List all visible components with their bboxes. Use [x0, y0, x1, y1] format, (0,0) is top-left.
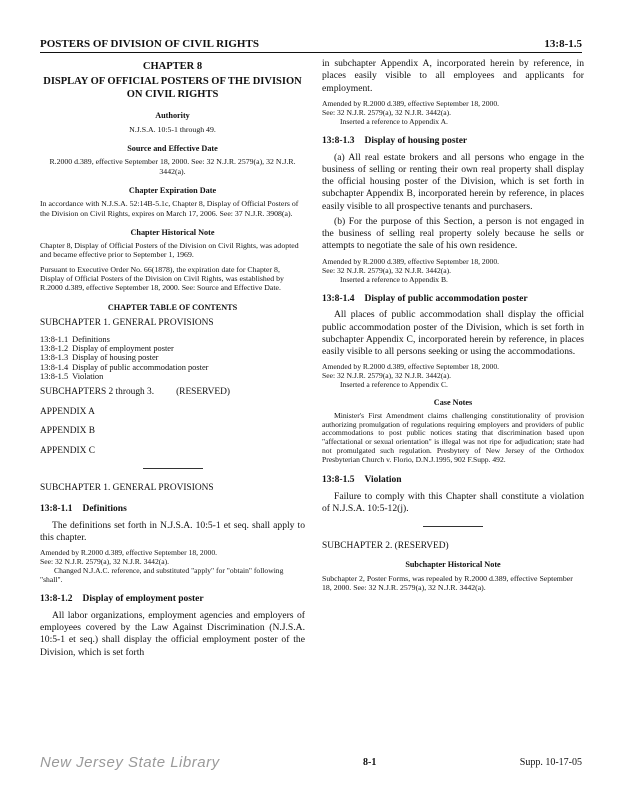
- toc-appendix-c[interactable]: APPENDIX C: [40, 446, 95, 457]
- section-13-8-1-3-heading: [322, 136, 584, 148]
- history-heading: Chapter Historical Note: [130, 227, 215, 237]
- section-13-8-1-2-continued: in subchapter Appendix A, incorporated herein by reference, in places easily visible to all employees and applicants for employment.: [322, 58, 584, 94]
- source-text: R.2000 d.389, effective September 18, 2000. See: 32 N.J.R. 2579(a), 32 N.J.R. 3442(a).: [49, 157, 296, 176]
- section-title: Display of employment poster: [82, 593, 204, 604]
- toc-item-title: Display of employment poster: [72, 344, 174, 354]
- section-13-8-1-4-text: All places of public accommodation shall display the official public accommodation poster of the Division, which is set forth in subchapter Appendix C, incorporated herein by reference, in places easily visible to all persons seeking or using the accommodations.: [322, 309, 584, 358]
- amendment-line: See: 32 N.J.R. 2579(a), 32 N.J.R. 3442(a).: [40, 557, 170, 567]
- section-title: Definitions: [82, 503, 127, 514]
- toc-item[interactable]: [40, 335, 212, 344]
- history-text-2: Pursuant to Executive Order No. 66(1878), the expiration date for Chapter 8, Display of Official Posters of the Division on Civil Rights, was established by R.2000 d.389, effective September 18, 2000. See: Source and Effective Date.: [40, 264, 284, 293]
- toc-item-title: Display of housing poster: [72, 353, 159, 363]
- toc-list: [40, 335, 305, 381]
- section-13-8-1-1-amendment: [40, 549, 305, 585]
- amendment-note: Inserted a reference to Appendix C.: [340, 380, 448, 390]
- case-notes-heading: Case Notes: [433, 398, 473, 408]
- amendment-line: Amended by R.2000 d.389, effective September 18, 2000.: [322, 256, 500, 266]
- source-heading: Source and Effective Date: [127, 143, 218, 153]
- section-13-8-1-2-heading: [40, 594, 305, 606]
- toc-item-number: 13:8-1.1: [40, 334, 69, 344]
- library-watermark: New Jersey State Library: [40, 754, 220, 771]
- toc-item-title: Display of public accommodation poster: [72, 362, 209, 372]
- subchapter-2-note-heading: Subchapter Historical Note: [405, 560, 501, 570]
- section-divider: [423, 526, 483, 527]
- section-13-8-1-3-amendment: [322, 258, 584, 285]
- toc-item[interactable]: [40, 372, 212, 381]
- toc-item[interactable]: [40, 353, 212, 362]
- section-title: Display of housing poster: [364, 135, 468, 146]
- section-13-8-1-4-amendment: [322, 363, 584, 390]
- amendment-line: Amended by R.2000 d.389, effective September 18, 2000.: [322, 98, 500, 108]
- section-13-8-1-2-text: All labor organizations, employment agencies and employers of employees covered by the Law Against Discrimination (N.J.S.A. 10:5-1 et seq.) shall display the official employment poster of the Division, which is set forth: [40, 609, 305, 658]
- section-13-8-1-1-text: The definitions set forth in N.J.S.A. 10:5-1 et seq. shall apply to this chapter.: [40, 519, 305, 543]
- left-column: [40, 58, 305, 662]
- header-title: POSTERS OF DIVISION OF CIVIL RIGHTS: [40, 38, 259, 50]
- section-13-8-1-4-heading: [322, 294, 584, 306]
- section-title: Violation: [364, 475, 402, 486]
- section-number: 13:8-1.2: [40, 593, 73, 604]
- section-13-8-1-3-a: (a) All real estate brokers and all persons who engage in the business of selling or renting their own real property shall display the official housing poster of the Division, which is set forth in subchapter Appendix B, incorporated herein by reference, in places easily visible to all prospective tenants and purchasers.: [322, 151, 584, 212]
- subchapter-2-note-text: Subchapter 2, Poster Forms, was repealed by R.2000 d.389, effective September 18, 2000. See: 32 N.J.R. 2579(a), 32 N.J.R. 3442(a).: [322, 573, 573, 593]
- toc-item-title: Violation: [72, 371, 104, 381]
- authority-heading: Authority: [155, 111, 190, 121]
- toc-subchapter-1: SUBCHAPTER 1. GENERAL PROVISIONS: [40, 318, 214, 329]
- amendment-line: See: 32 N.J.R. 2579(a), 32 N.J.R. 3442(a).: [322, 107, 452, 117]
- toc-item-number: 13:8-1.4: [40, 362, 69, 372]
- toc-item-number: 13:8-1.2: [40, 344, 69, 354]
- history-text-1: Chapter 8, Display of Official Posters of the Division on Civil Rights, was adopted and became effective prior to September 1, 1969.: [40, 241, 299, 260]
- chapter-number: CHAPTER 8: [142, 61, 203, 72]
- section-13-8-1-3-b: (b) For the purpose of this Section, a person is not engaged in the business of selling real property solely because he sells or attempts to negotiate the sale of his own residence.: [322, 215, 584, 252]
- toc-item[interactable]: [40, 363, 212, 372]
- toc-reserved-label: (RESERVED): [176, 386, 230, 397]
- section-title: Display of public accommodation poster: [364, 293, 528, 304]
- header-section: 13:8-1.5: [544, 38, 582, 50]
- case-notes-text: Minister's First Amendment claims challenging constitutionality of provision authorizing promulgation of regulations requiring employers and providers of public accommodations to post public notices stating that discrimination based upon "affectational or sexual orientation" is illegal was not ripe for adjudication; state had not promulgated such regulation. Presbytery of New Jersey of the Orthodox Presbyterian Church v. Florio, D.N.J.1995, 902 F.Supp. 492.: [322, 410, 584, 465]
- toc-item-number: 13:8-1.3: [40, 353, 69, 363]
- toc-item-title: Definitions: [72, 334, 110, 344]
- section-number: 13:8-1.1: [40, 503, 73, 514]
- toc-subchapters-label: SUBCHAPTERS 2 through 3.: [40, 386, 155, 397]
- page-footer: [40, 754, 582, 771]
- section-divider: [143, 468, 203, 469]
- subchapter-2-heading: SUBCHAPTER 2. (RESERVED): [322, 540, 449, 551]
- toc-item-number: 13:8-1.5: [40, 371, 69, 381]
- authority-text: N.J.S.A. 10:5-1 through 49.: [129, 124, 216, 134]
- toc-appendix-a[interactable]: APPENDIX A: [40, 406, 95, 417]
- subchapter-1-heading: SUBCHAPTER 1. GENERAL PROVISIONS: [40, 482, 214, 493]
- section-13-8-1-1-heading: [40, 504, 305, 516]
- page-number: 8-1: [363, 757, 377, 768]
- toc-appendix-b[interactable]: APPENDIX B: [40, 426, 95, 437]
- expiration-text: In accordance with N.J.S.A. 52:14B-5.1c, Chapter 8, Display of Official Posters of the Division on Civil Rights, expires on March 17, 2006. See: 37 N.J.R. 3908(a).: [40, 199, 299, 218]
- amendment-note: Inserted a reference to Appendix B.: [340, 274, 448, 284]
- running-header: [40, 30, 582, 53]
- amendment-line: See: 32 N.J.R. 2579(a), 32 N.J.R. 3442(a).: [322, 371, 452, 381]
- amendment-line: Amended by R.2000 d.389, effective September 18, 2000.: [40, 548, 218, 558]
- supplement-date: Supp. 10-17-05: [519, 757, 582, 768]
- toc-heading: CHAPTER TABLE OF CONTENTS: [107, 302, 238, 312]
- chapter-title: DISPLAY OF OFFICIAL POSTERS OF THE DIVISION ON CIVIL RIGHTS: [43, 76, 302, 101]
- section-number: 13:8-1.5: [322, 475, 355, 486]
- amendment-line: See: 32 N.J.R. 2579(a), 32 N.J.R. 3442(a).: [322, 265, 452, 275]
- section-13-8-1-5-text: Failure to comply with this Chapter shall constitute a violation of N.J.S.A. 10:5-12(j).: [322, 491, 584, 515]
- amendment-note: Changed N.J.A.C. reference, and substituted "apply" for "obtain" following "shall".: [40, 566, 284, 584]
- amendment-line: Amended by R.2000 d.389, effective September 18, 2000.: [322, 362, 500, 372]
- toc-item[interactable]: [40, 344, 212, 353]
- section-13-8-1-2-amendment: [322, 100, 584, 127]
- section-number: 13:8-1.3: [322, 135, 355, 146]
- toc-subchapters-2-3: [40, 387, 230, 399]
- expiration-heading: Chapter Expiration Date: [128, 185, 217, 195]
- section-number: 13:8-1.4: [322, 293, 355, 304]
- section-13-8-1-5-heading: [322, 475, 584, 487]
- right-column: [322, 58, 584, 592]
- amendment-note: Inserted a reference to Appendix A.: [340, 116, 448, 126]
